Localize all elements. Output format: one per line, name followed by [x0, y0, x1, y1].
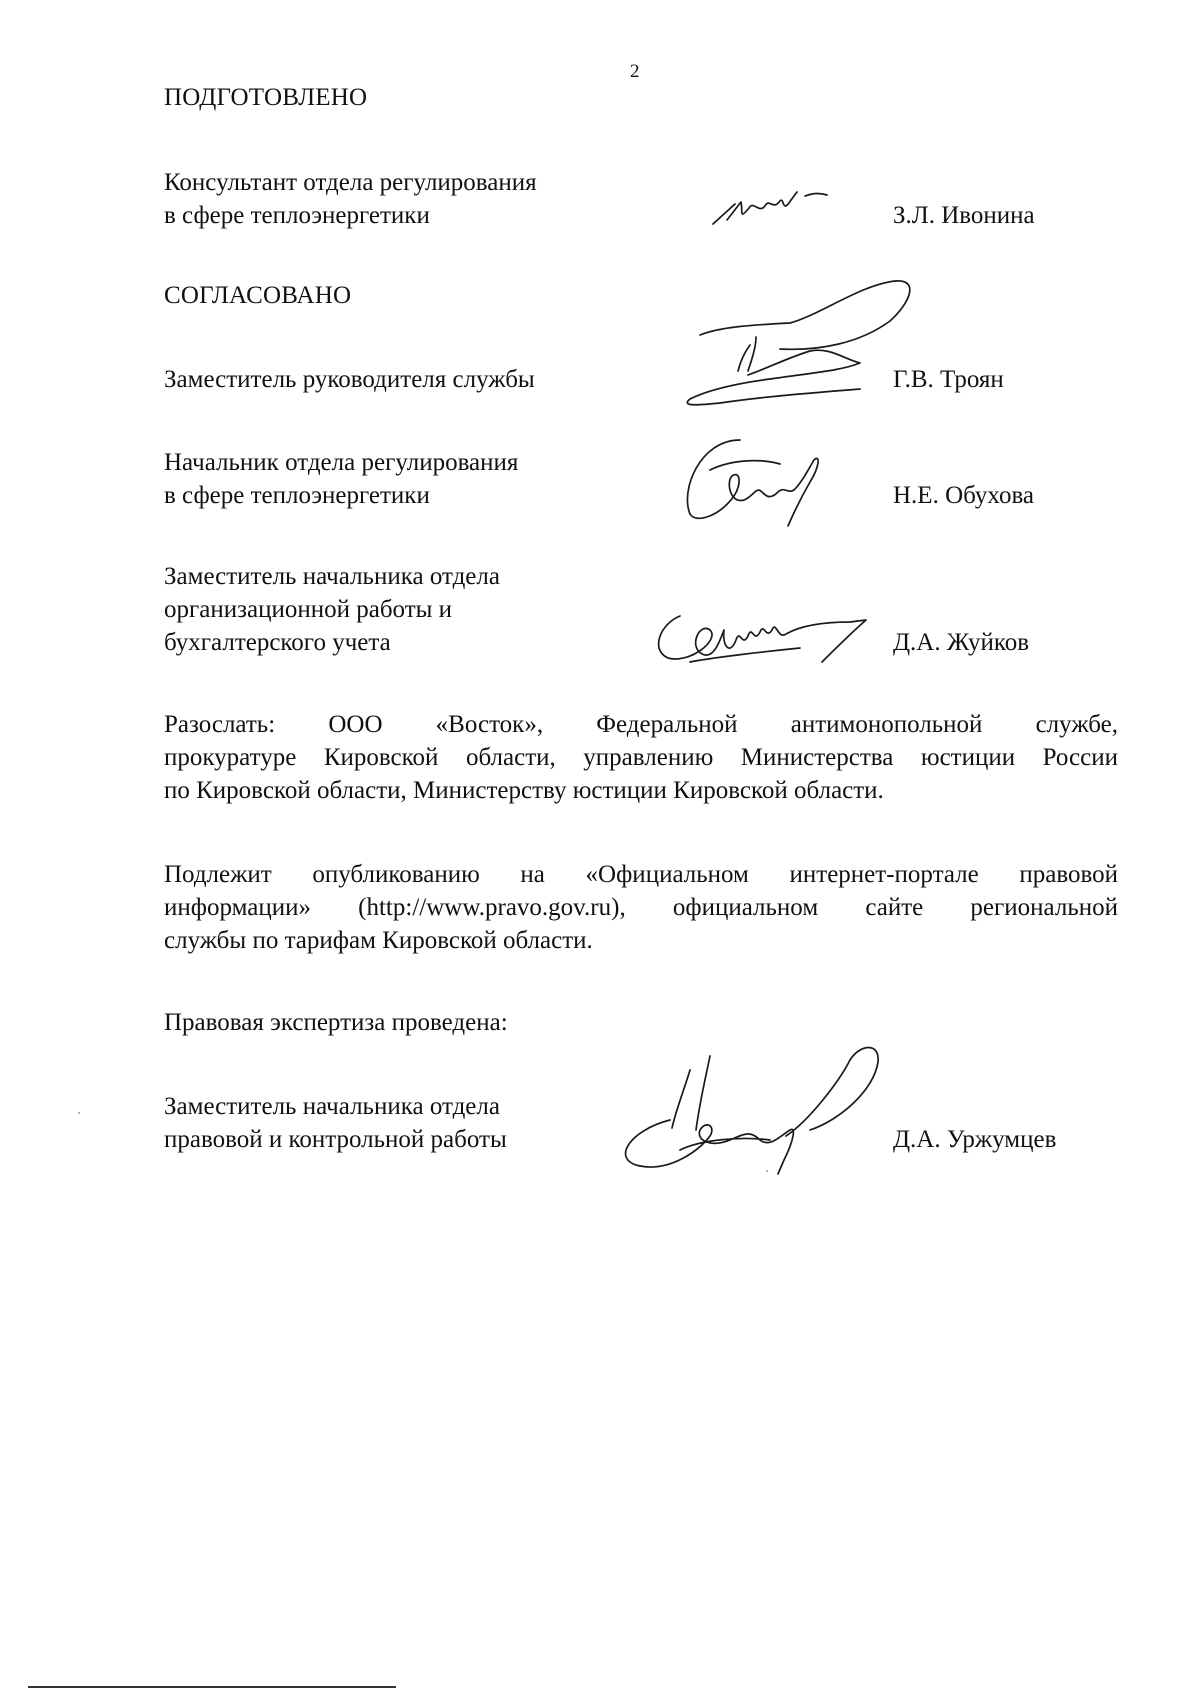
signature-obukhova — [670, 430, 840, 530]
distribution-line: Разослать: ООО «Восток», Федеральной антимонопольной службе, — [164, 711, 1118, 738]
publication-line: Подлежит опубликованию на «Официальном интернет-портале правовой — [164, 861, 1118, 888]
signature-urzhumtsev — [610, 1040, 910, 1180]
distribution-line: по Кировской области, Министерству юстиции Кировской области. — [164, 777, 884, 804]
signer-role-line: в сфере теплоэнергетики — [164, 482, 430, 509]
signer-name: Н.Е. Обухова — [893, 482, 1035, 509]
signer-role-line: Начальник отдела регулирования — [164, 449, 519, 476]
signer-role-line: Консультант отдела регулирования — [164, 169, 537, 196]
signer-name: Д.А. Уржумцев — [893, 1126, 1057, 1153]
signer-name: З.Л. Ивонина — [893, 202, 1035, 229]
signer-role-line: правовой и контрольной работы — [164, 1126, 507, 1153]
signer-role-line: организационной работы и — [164, 596, 453, 623]
scan-speck — [78, 1112, 80, 1114]
signer-name: Д.А. Жуйков — [893, 629, 1030, 656]
publication-line: службы по тарифам Кировской области. — [164, 927, 593, 954]
signer-role-line: в сфере теплоэнергетики — [164, 202, 430, 229]
publication-line: информации» (http://www.pravo.gov.ru), официальном сайте региональной — [164, 894, 1118, 921]
page-number: 2 — [630, 61, 640, 82]
legal-review-heading: Правовая экспертиза проведена: — [164, 1009, 508, 1036]
signer-role-line: Заместитель начальника отдела — [164, 563, 500, 590]
signature-ivonina — [705, 186, 835, 236]
distribution-paragraph — [164, 708, 1118, 807]
signer-role-line: Заместитель руководителя службы — [164, 366, 535, 393]
scan-speck — [766, 1170, 768, 1172]
distribution-line: прокуратуре Кировской области, управлению Министерства юстиции России — [164, 744, 1118, 771]
signature-zhuykov — [650, 600, 880, 670]
prepared-heading: ПОДГОТОВЛЕНО — [164, 84, 368, 111]
signer-name: Г.В. Троян — [893, 366, 1004, 393]
agreed-heading: СОГЛАСОВАНО — [164, 282, 352, 309]
signature-troyan — [660, 275, 920, 435]
signer-role-line: Заместитель начальника отдела — [164, 1093, 500, 1120]
footer-rule — [28, 1686, 396, 1688]
signer-role-line: бухгалтерского учета — [164, 629, 391, 656]
publication-paragraph — [164, 858, 1118, 957]
